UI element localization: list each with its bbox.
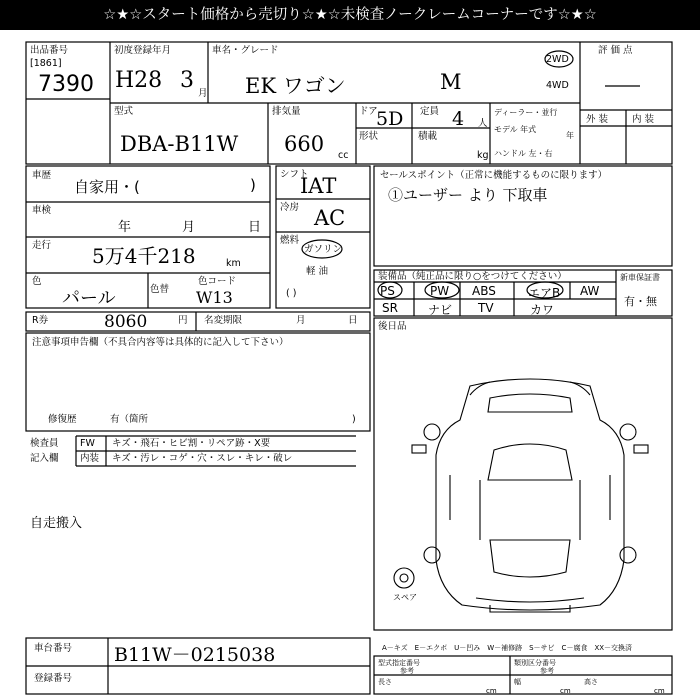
person-unit: 人 xyxy=(478,118,488,129)
color-change-label: 色替 xyxy=(150,284,170,295)
shift-label: シフト xyxy=(280,169,309,180)
equip-ps: PS xyxy=(380,284,395,298)
inspection-label: 車検 xyxy=(32,205,52,216)
chassis-label: 車台番号 xyxy=(34,643,73,654)
ref-label-1: 参考 xyxy=(400,667,414,675)
equipment-label: 装備品（純正品に限り○をつけてください） xyxy=(378,271,567,282)
fuel-paren: ( ) xyxy=(286,288,297,299)
equip-navi: ナビ xyxy=(428,303,453,317)
yen-unit: 円 xyxy=(178,315,188,326)
warranty-value: 有・無 xyxy=(624,295,657,308)
interior-label: 内 装 xyxy=(632,114,655,125)
sales-point-value: ①ユーザー より 下取車 xyxy=(388,186,548,204)
fuel-label: 燃料 xyxy=(280,235,300,246)
type-label: 型式 xyxy=(114,106,134,117)
equip-sr: SR xyxy=(382,301,398,315)
first-reg-month: 3 xyxy=(180,68,194,93)
first-reg-era: H28 xyxy=(115,68,163,93)
repair-paren-close: ) xyxy=(352,414,356,425)
color-code-value: W13 xyxy=(196,288,233,307)
kg-unit: kg xyxy=(477,150,489,161)
grade: M xyxy=(440,70,462,94)
rating-label: 評 価 点 xyxy=(598,45,633,56)
inspector-entry-label: 記入欄 xyxy=(30,453,59,464)
repair-label: 修復歴 xyxy=(48,414,77,425)
history-label: 車歴 xyxy=(32,170,52,181)
equip-pw: PW xyxy=(430,284,450,298)
registration-label: 登録番号 xyxy=(34,673,73,684)
chassis-value: B11W－0215038 xyxy=(114,644,276,666)
sales-point-label: セールスポイント（正常に機能するものに限ります） xyxy=(380,170,608,181)
history-paren-close: ) xyxy=(250,176,256,194)
km-unit: km xyxy=(226,258,241,269)
type-cert-label: 型式指定番号 xyxy=(378,659,420,667)
equip-aw: AW xyxy=(580,284,600,298)
height-cm: cm xyxy=(654,687,665,695)
width-label: 幅 xyxy=(514,678,521,686)
ac-value: AC xyxy=(314,206,346,230)
name-change-day: 日 xyxy=(348,315,358,326)
cc-unit: cc xyxy=(338,150,349,161)
recycle-label: R券 xyxy=(32,315,49,326)
equip-leather: カワ xyxy=(530,303,555,317)
lot-sub: [1861] xyxy=(30,58,62,69)
category-label: 類別区分番号 xyxy=(514,659,556,667)
load-label: 積載 xyxy=(418,131,438,142)
first-reg-label: 初度登録年月 xyxy=(114,45,172,56)
exterior-label: 外 装 xyxy=(586,114,609,125)
width-cm: cm xyxy=(560,687,571,695)
history-value: 自家用・( xyxy=(74,178,140,196)
length-cm: cm xyxy=(486,687,497,695)
dealer-label: ディーラー・並行 xyxy=(494,108,558,117)
shape-label: 形状 xyxy=(359,131,379,142)
interior-items: キズ・汚レ・コゲ・穴・スレ・キレ・破レ xyxy=(112,453,293,464)
capacity-value: 4 xyxy=(452,108,465,130)
length-label: 長さ xyxy=(378,678,392,686)
month-suffix: 月 xyxy=(198,88,208,99)
door-value: 5D xyxy=(376,108,404,130)
lot-label: 出品番号 xyxy=(30,45,69,56)
lot-number: 7390 xyxy=(38,72,94,97)
model-name: EK ワゴン xyxy=(245,74,346,98)
damage-legend: A－キズ E－エクボ U－凹み W－補修跡 S－サビ C－腐食 XX－交換済 xyxy=(382,644,633,652)
ref-label-2: 参考 xyxy=(540,667,554,675)
model-label: 車名・グレード xyxy=(212,45,279,56)
title-banner: ☆★☆スタート価格から売切り☆★☆未検査ノークレームコーナーです☆★☆ xyxy=(0,0,700,30)
shift-value: IAT xyxy=(300,174,337,198)
mileage-label: 走行 xyxy=(32,240,52,251)
year-suffix: 年 xyxy=(566,131,574,140)
ac-label: 冷房 xyxy=(280,202,300,213)
inspection-day: 日 xyxy=(248,220,262,235)
inspector-label: 検査員 xyxy=(30,438,59,449)
fw-items: キズ・飛石・ヒビ割・リペア跡・X要 xyxy=(112,438,271,449)
fuel-gasoline: ガソリン xyxy=(304,244,343,255)
drive-2wd: 2WD xyxy=(546,54,569,65)
name-change-label: 名変期限 xyxy=(204,315,243,326)
displacement-value: 660 xyxy=(284,132,325,156)
rear-seat-label: 後日品 xyxy=(378,321,407,332)
type-value: DBA-B11W xyxy=(120,132,239,156)
fw-label: FW xyxy=(80,438,95,449)
color-code-label: 色コード xyxy=(198,276,237,287)
name-change-month: 月 xyxy=(296,315,306,326)
recycle-value: 8060 xyxy=(104,312,148,332)
height-label: 高さ xyxy=(584,678,598,686)
drive-4wd: 4WD xyxy=(546,80,569,91)
interior-inspect-label: 内装 xyxy=(80,453,100,464)
mileage-value: 5万4千218 xyxy=(92,244,196,268)
equip-tv: TV xyxy=(478,301,494,315)
warranty-label: 新車保証書 xyxy=(620,273,660,282)
spare-label: スペア xyxy=(393,593,417,602)
handle-label: ハンドル 左・右 xyxy=(494,149,553,158)
door-label: ドア xyxy=(359,106,378,117)
notes-label: 注意事項申告欄（不具合内容等は具体的に記入して下さい） xyxy=(32,337,289,348)
inspection-year: 年 xyxy=(118,220,132,235)
inspector-handwritten: 自走搬入 xyxy=(30,516,83,531)
displacement-label: 排気量 xyxy=(272,106,301,117)
color-value: パール xyxy=(62,288,116,309)
fuel-diesel: 軽 油 xyxy=(306,266,329,277)
color-label: 色 xyxy=(32,276,42,287)
equip-abs: ABS xyxy=(472,284,496,298)
capacity-label: 定員 xyxy=(420,106,440,117)
model-year-label: モデル 年式 xyxy=(494,125,537,134)
inspection-month: 月 xyxy=(182,220,196,235)
equip-airbag: エアB xyxy=(528,286,561,300)
repair-value: 有（箇所 xyxy=(110,414,149,425)
